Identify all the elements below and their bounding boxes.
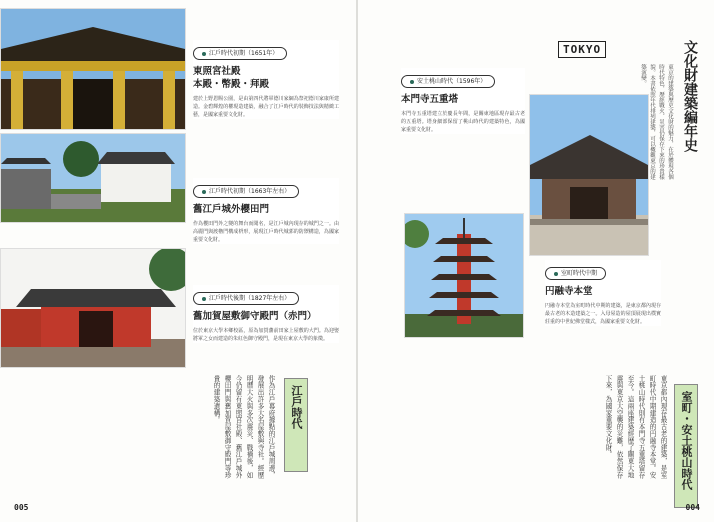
vertical-body-left: 作為江戶幕府據點的江戶城周邊，發展出許多大名屋敷與寺社。經歷明曆大火與多次震災、戰禍後，如今仍留有東照宮社殿、舊江戶城外櫻田門與舊加賀屋敷御守殿門等珍貴的建築遺構。 — [212, 375, 275, 479]
sakuradamon-gate-illustration — [1, 134, 185, 222]
enyuji-temple-illustration — [530, 95, 648, 255]
card-body: 位於東京大學本鄉校區，原為加賀藩前田家上屋敷的大門。為迎娶將軍之女而建造的朱紅色御守殿門，是現在東京大學的象徵。 — [193, 328, 339, 342]
card-body: 作為櫻田門外之變的舞台而聞名，是江戶城內現存的城門之一。由高麗門與渡櫓門構成枡形，展現江戶時代城郭的防禦構造，為國家重要文化財。 — [193, 221, 339, 243]
page-number-right: 004 — [685, 503, 700, 512]
card-title: 舊加賀屋敷御守殿門（赤門） — [193, 311, 317, 322]
akamon-gate-illustration — [1, 249, 185, 367]
intro-text: 東京的建築與歷史文化財的魅力，在於體現各個時代特色，歷經戰火、災害仍保存下來的珍貴樣貌。本書依照年代排列建築，可以概觀東京的建築演變。 — [640, 64, 673, 180]
card-title: 東照宮社殿 本殿・幣殿・拜殿 — [193, 66, 270, 90]
dot-icon — [202, 297, 206, 301]
era-tag-text: 安土桃山時代（1596年） — [417, 78, 487, 85]
era-tag — [545, 267, 606, 280]
toshogu-shrine-illustration — [1, 9, 185, 129]
photo-akamon — [0, 248, 186, 368]
section-label-edo: 江戶時代 — [284, 378, 308, 472]
dot-icon — [410, 80, 414, 84]
card-body: 円融寺本堂為室町時代中期的建築，是東京都內現存最古老的木造建築之一。入母屋造的屋頂展現出樸實莊重的中世紀佛堂樣式，為國家重要文化財。 — [545, 303, 661, 325]
card-toshogu — [193, 40, 339, 119]
photo-sakuradamon — [0, 133, 186, 223]
series-title-latin: TOKYO — [558, 41, 606, 58]
card-honmonji — [401, 68, 525, 134]
era-tag — [193, 185, 299, 198]
photo-honmonji — [404, 213, 524, 338]
card-sakuradamon — [193, 178, 339, 244]
era-tag-text: 室町時代中期 — [561, 270, 598, 277]
honmonji-pagoda-illustration — [405, 214, 523, 337]
era-tag-text: 江戶時代初期（1651年） — [209, 50, 279, 57]
photo-enyuji — [529, 94, 649, 256]
series-title-cjk: 文化財建築編年史 — [682, 40, 698, 152]
dot-icon — [202, 190, 206, 194]
dot-icon — [202, 52, 206, 56]
era-tag — [193, 47, 287, 60]
vertical-body-right: 東京都內現存最古老的建築，是室町時代中期建造的円融寺本堂。安土桃山時代則有本門寺五重塔留存至今。這兩座建築經歷了關東大地震與東京大空襲的災難，依然保存下來，為國家重要文化財。 — [604, 375, 667, 479]
era-tag-text: 江戶時代初期（1663年左右） — [209, 188, 291, 195]
card-title: 本門寺五重塔 — [401, 94, 459, 105]
card-body: 本門寺五重塔建立於慶長年間，是關東地區現存最古老的五重塔。塔身細部保留了桃山時代的建築特色，為國家重要文化財。 — [401, 111, 525, 133]
card-enyuji — [545, 260, 661, 326]
era-tag — [193, 292, 299, 305]
card-body: 建於上野恩賜公園，是由第四代將軍德川家綱為祭祀德川家康所建造。金碧輝煌的權現造建築，融合了江戶時代的裝飾技法與精緻工藝，是國家重要文化財。 — [193, 96, 339, 118]
card-title: 舊江戶城外櫻田門 — [193, 204, 270, 215]
era-tag-text: 江戶時代後期（1827年左右） — [209, 295, 291, 302]
era-tag — [401, 75, 495, 88]
card-akamon — [193, 285, 339, 343]
dot-icon — [554, 272, 558, 276]
book-gutter — [356, 0, 358, 522]
page-number-left: 005 — [14, 503, 29, 512]
section-label-muromachi: 室町・安土桃山時代 — [674, 384, 698, 508]
photo-toshogu — [0, 8, 186, 130]
card-title: 円融寺本堂 — [545, 286, 593, 297]
series-title — [558, 38, 698, 58]
